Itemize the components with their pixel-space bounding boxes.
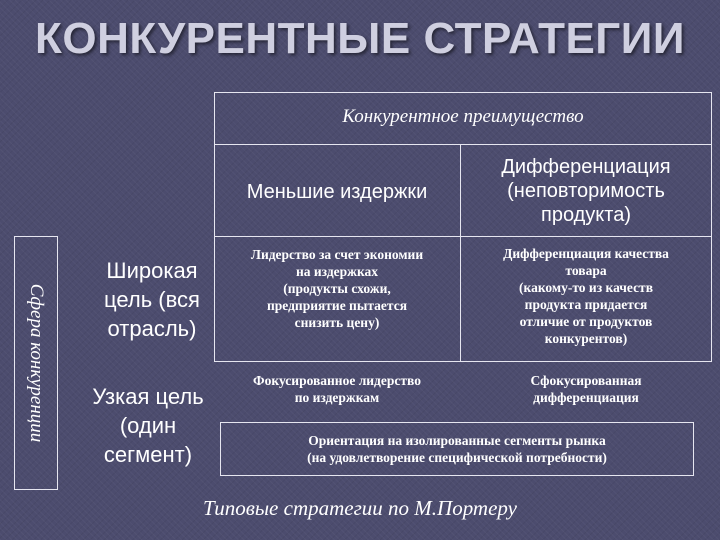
segment-focus-text: Ориентация на изолированные сегменты рынка (на удовлетворение специфической потребности) [307,433,607,465]
cell-cost-leadership: Лидерство за счет экономии на издержках (продукты схожи, предприятие пытается снизить цену) [250,247,424,330]
header-divider [214,144,712,145]
row-broad-target: Широкая цель (вся отрасль) [104,258,200,341]
slide-title: КОНКУРЕНТНЫЕ СТРАТЕГИИ [35,14,685,63]
cell-quality-differentiation: Дифференциация качества товара (какому-то из качеств продукта придается отличие от продуктов конкурентов) [503,246,669,346]
cell-focused-cost: Фокусированное лидерство по издержкам [253,373,421,405]
row-narrow-target: Узкая цель (один сегмент) [92,384,204,467]
competition-scope-label: Сфера конкуренции [26,283,47,443]
footer-caption: Типовые стратегии по М.Портеру [203,496,517,520]
advantage-header: Конкурентное преимущество [342,106,584,127]
column-low-cost: Меньшие издержки [246,181,428,203]
row-divider-top [214,236,712,237]
cell-focused-differentiation: Сфокусированная дифференциация [530,373,642,405]
column-differentiation: Дифференциация (неповторимость продукта) [501,156,671,226]
